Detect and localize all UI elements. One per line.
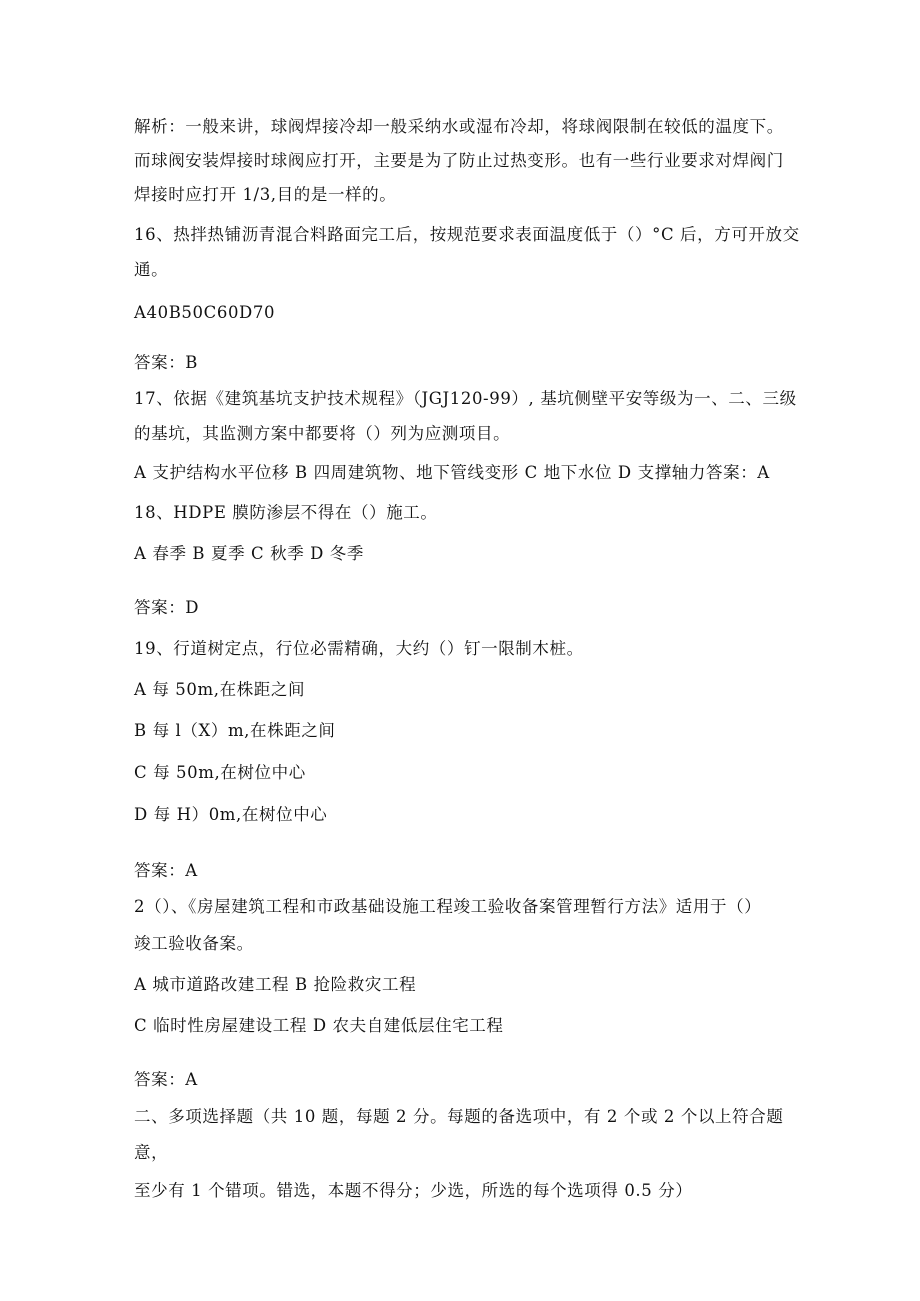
question-20-line-2: 竣工验收备案。 [134,934,254,953]
question-19: 19、行道树定点，行位必需精确，大约（）钉一限制木桩。 [134,639,584,658]
question-20-options-2: C 临时性房屋建设工程 D 农夫自建低层住宅工程 [134,1016,504,1035]
question-19-option-d: D 每 H）0m,在树位中心 [134,805,328,824]
explanation-line-1: 解析：一般来讲，球阀焊接冷却一般采纳水或湿布冷却，将球阀限制在较低的温度下。 [134,117,784,136]
explanation-line-2: 而球阀安装焊接时球阀应打开，主要是为了防止过热变形。也有一些行业要求对焊阀门 [134,151,784,170]
question-17-line-2: 的基坑，其监测方案中都要将（）列为应测项目。 [134,424,511,443]
question-16-line-2: 通。 [134,260,169,279]
section-2-heading-line-3: 至少有 1 个错项。错选，本题不得分；少选，所选的每个选项得 0.5 分） [134,1181,693,1200]
question-17-options-answer: A 支护结构水平位移 B 四周建筑物、地下管线变形 C 地下水位 D 支撑轴力答案：A [134,463,770,482]
question-16-line-1: 16、热拌热铺沥青混合料路面完工后，按规范要求表面温度低于（）°C 后，方可开放交 [134,225,800,244]
question-16-options: A40B50C60D70 [134,303,276,322]
question-18-options: A 春季 B 夏季 C 秋季 D 冬季 [134,544,365,563]
section-2-heading-line-1: 二、多项选择题（共 10 题，每题 2 分。每题的备选项中，有 2 个或 2 个以上符合题 [134,1107,784,1126]
question-18: 18、HDPE 膜防渗层不得在（）施工。 [134,503,438,522]
question-16-answer: 答案：B [134,353,199,372]
question-17-line-1: 17、依据《建筑基坑支护技术规程》（JGJ120-99）, 基坑侧壁平安等级为一、二、三级 [134,389,797,408]
section-2-heading-line-2: 意， [134,1143,169,1162]
question-18-answer: 答案：D [134,598,200,617]
explanation-line-3: 焊接时应打开 1/3,目的是一样的。 [134,185,397,204]
question-19-option-a: A 每 50m,在株距之间 [134,680,306,699]
question-20-options-1: A 城市道路改建工程 B 抢险救灾工程 [134,975,417,994]
question-20-line-1: 2（）、《房屋建筑工程和市政基础设施工程竣工验收备案管理暂行方法》适用于（） [134,897,762,916]
question-19-answer: 答案：A [134,861,198,880]
question-19-option-c: C 每 50m,在树位中心 [134,763,306,782]
question-19-option-b: B 每 l（X）m,在株距之间 [134,721,336,740]
question-20-answer: 答案：A [134,1070,198,1089]
